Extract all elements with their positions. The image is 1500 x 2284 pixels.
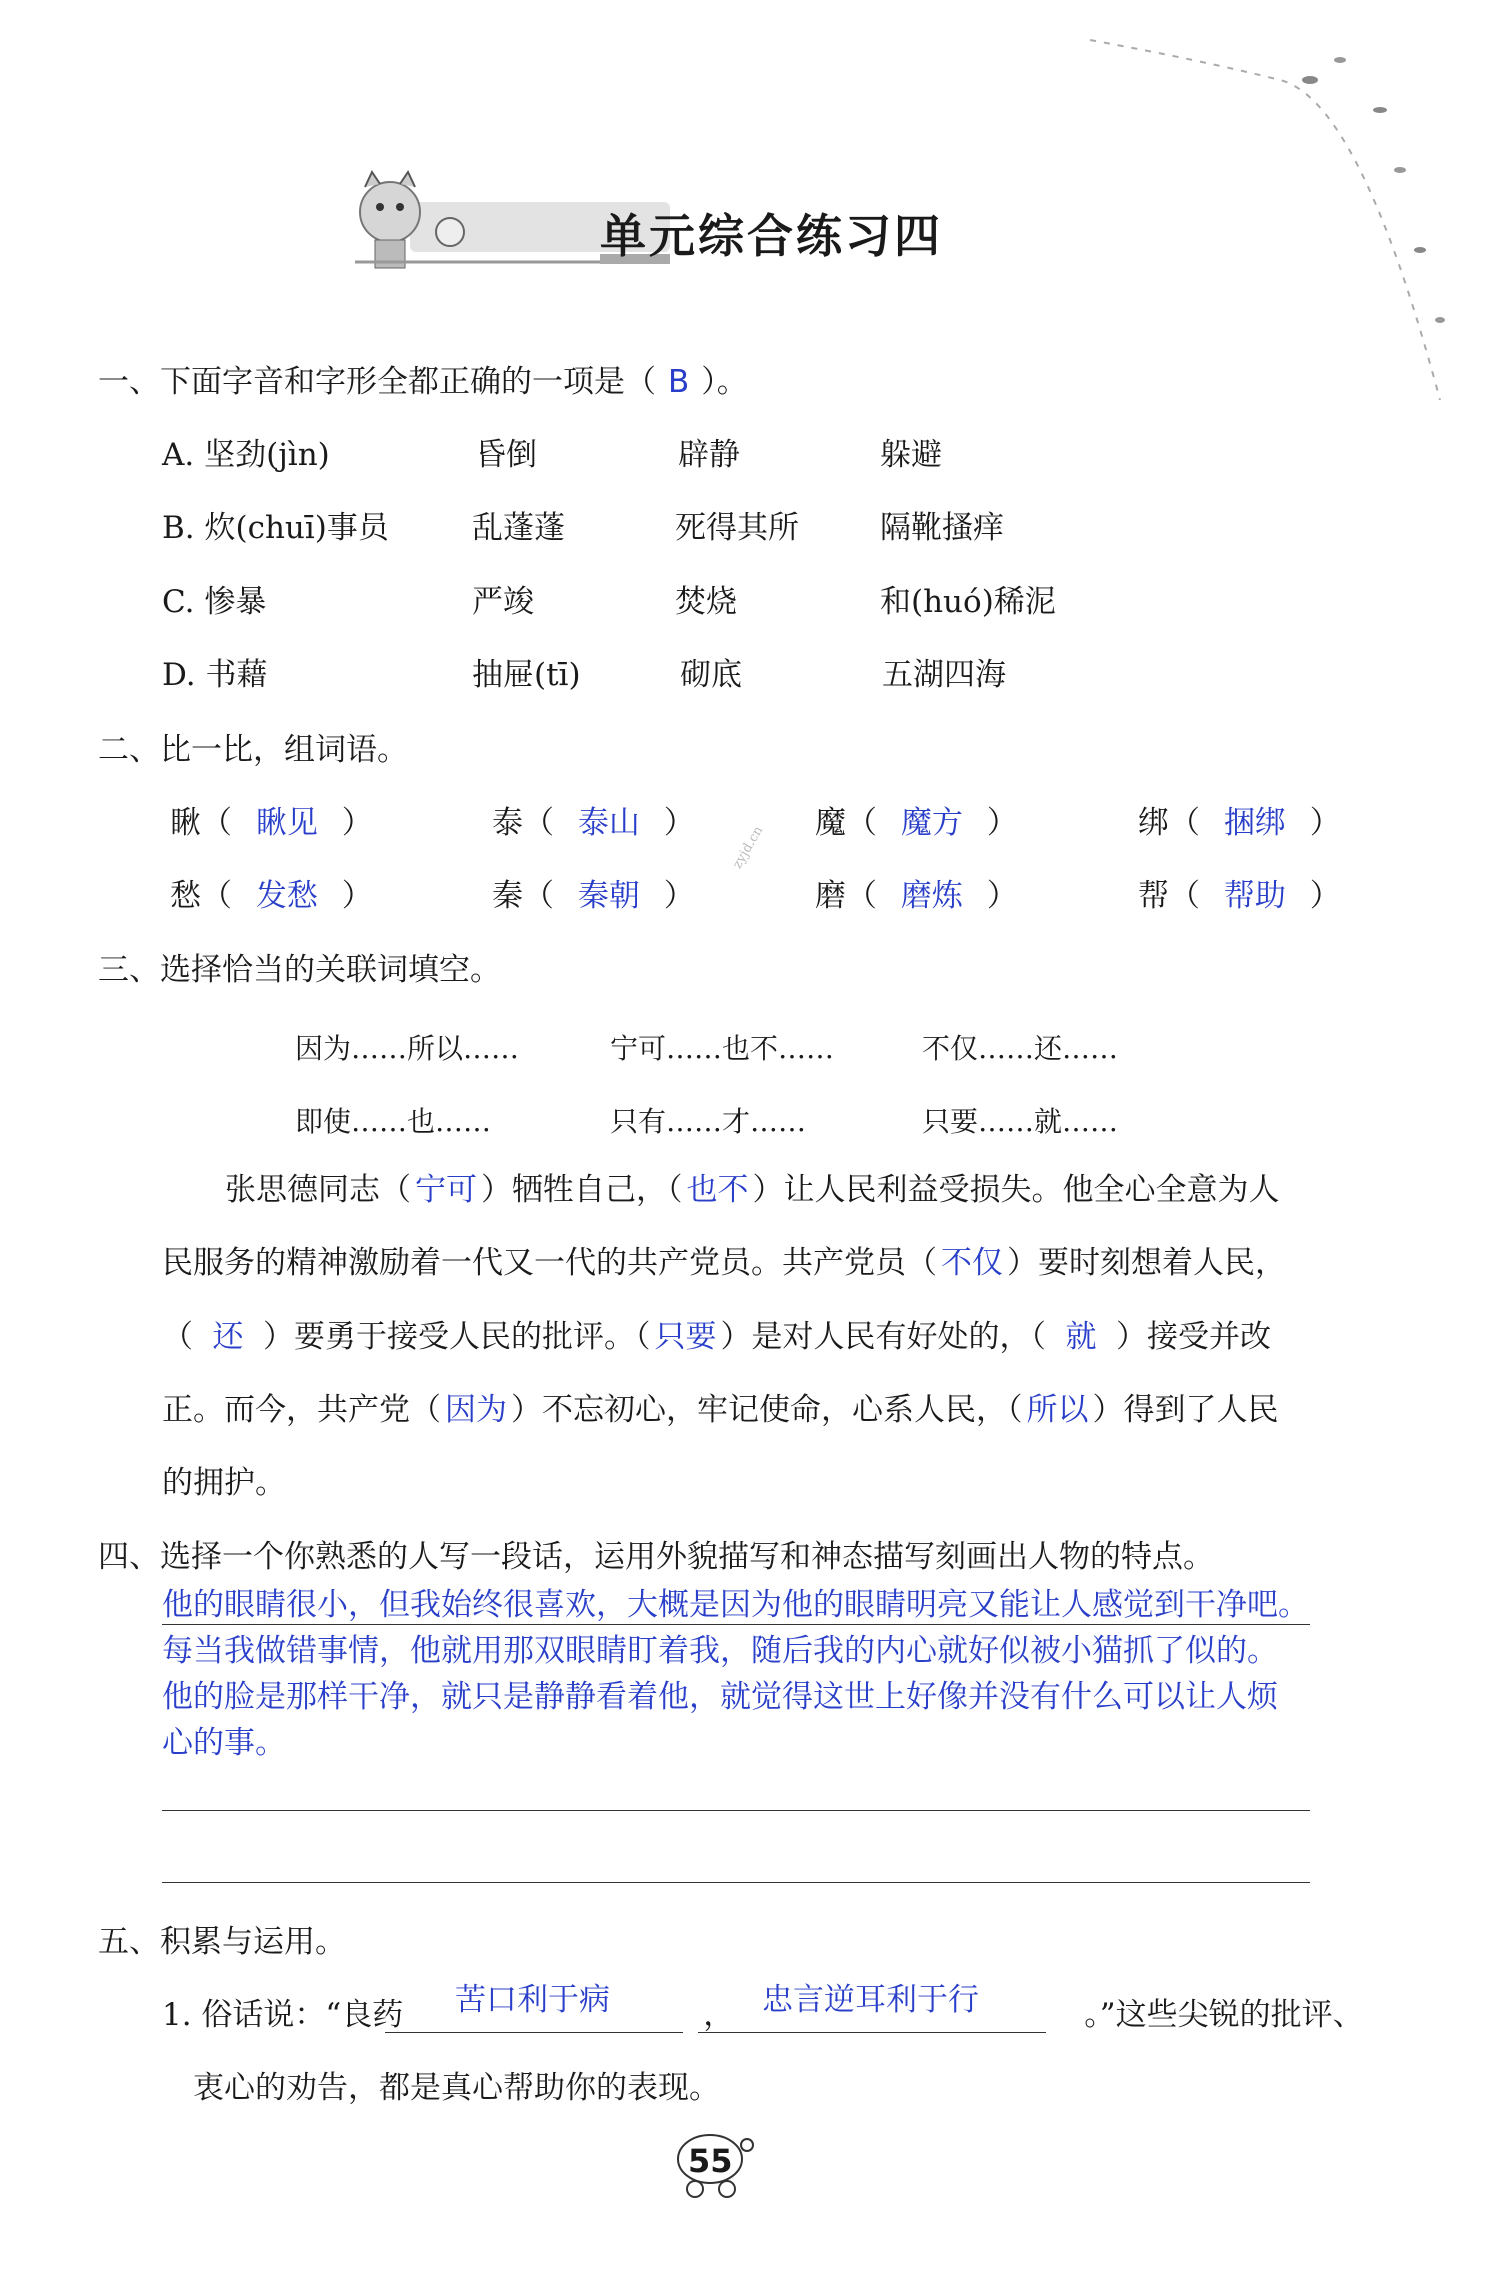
q4-prompt: 四、选择一个你熟悉的人写一段话，运用外貌描写和神态描写刻画出人物的特点。 [98,1539,1214,1575]
fill-line-1 [385,2032,683,2033]
leaf-decoration [1080,20,1480,440]
page-title: 单元综合练习四 [600,209,943,263]
q5-answer-1: 苦口利于病 [455,1982,610,2018]
page-number: 55 [688,2142,733,2180]
q3-prompt: 三、选择恰当的关联词填空。 [98,952,501,988]
watermark: zyjd.cn [730,823,767,872]
q1-prompt: 一、下面字音和字形全都正确的一项是（ B ）。 [98,364,748,400]
q2-prompt: 二、比一比，组词语。 [98,732,408,768]
answer-line [162,1882,1310,1883]
q5-item1-cont: 衷心的劝告，都是真心帮助你的表现。 [193,2070,720,2106]
q1-answer: B [668,364,690,400]
answer-line [162,1624,1310,1625]
q5-item1: 1. 俗话说：“良药 ， 。”这些尖锐的批评、 [162,1997,1364,2033]
fill-line-2 [698,2032,1046,2033]
answer-line [162,1810,1310,1811]
q5-answer-2: 忠言逆耳利于行 [762,1982,979,2018]
q5-prompt: 五、积累与运用。 [98,1924,346,1960]
